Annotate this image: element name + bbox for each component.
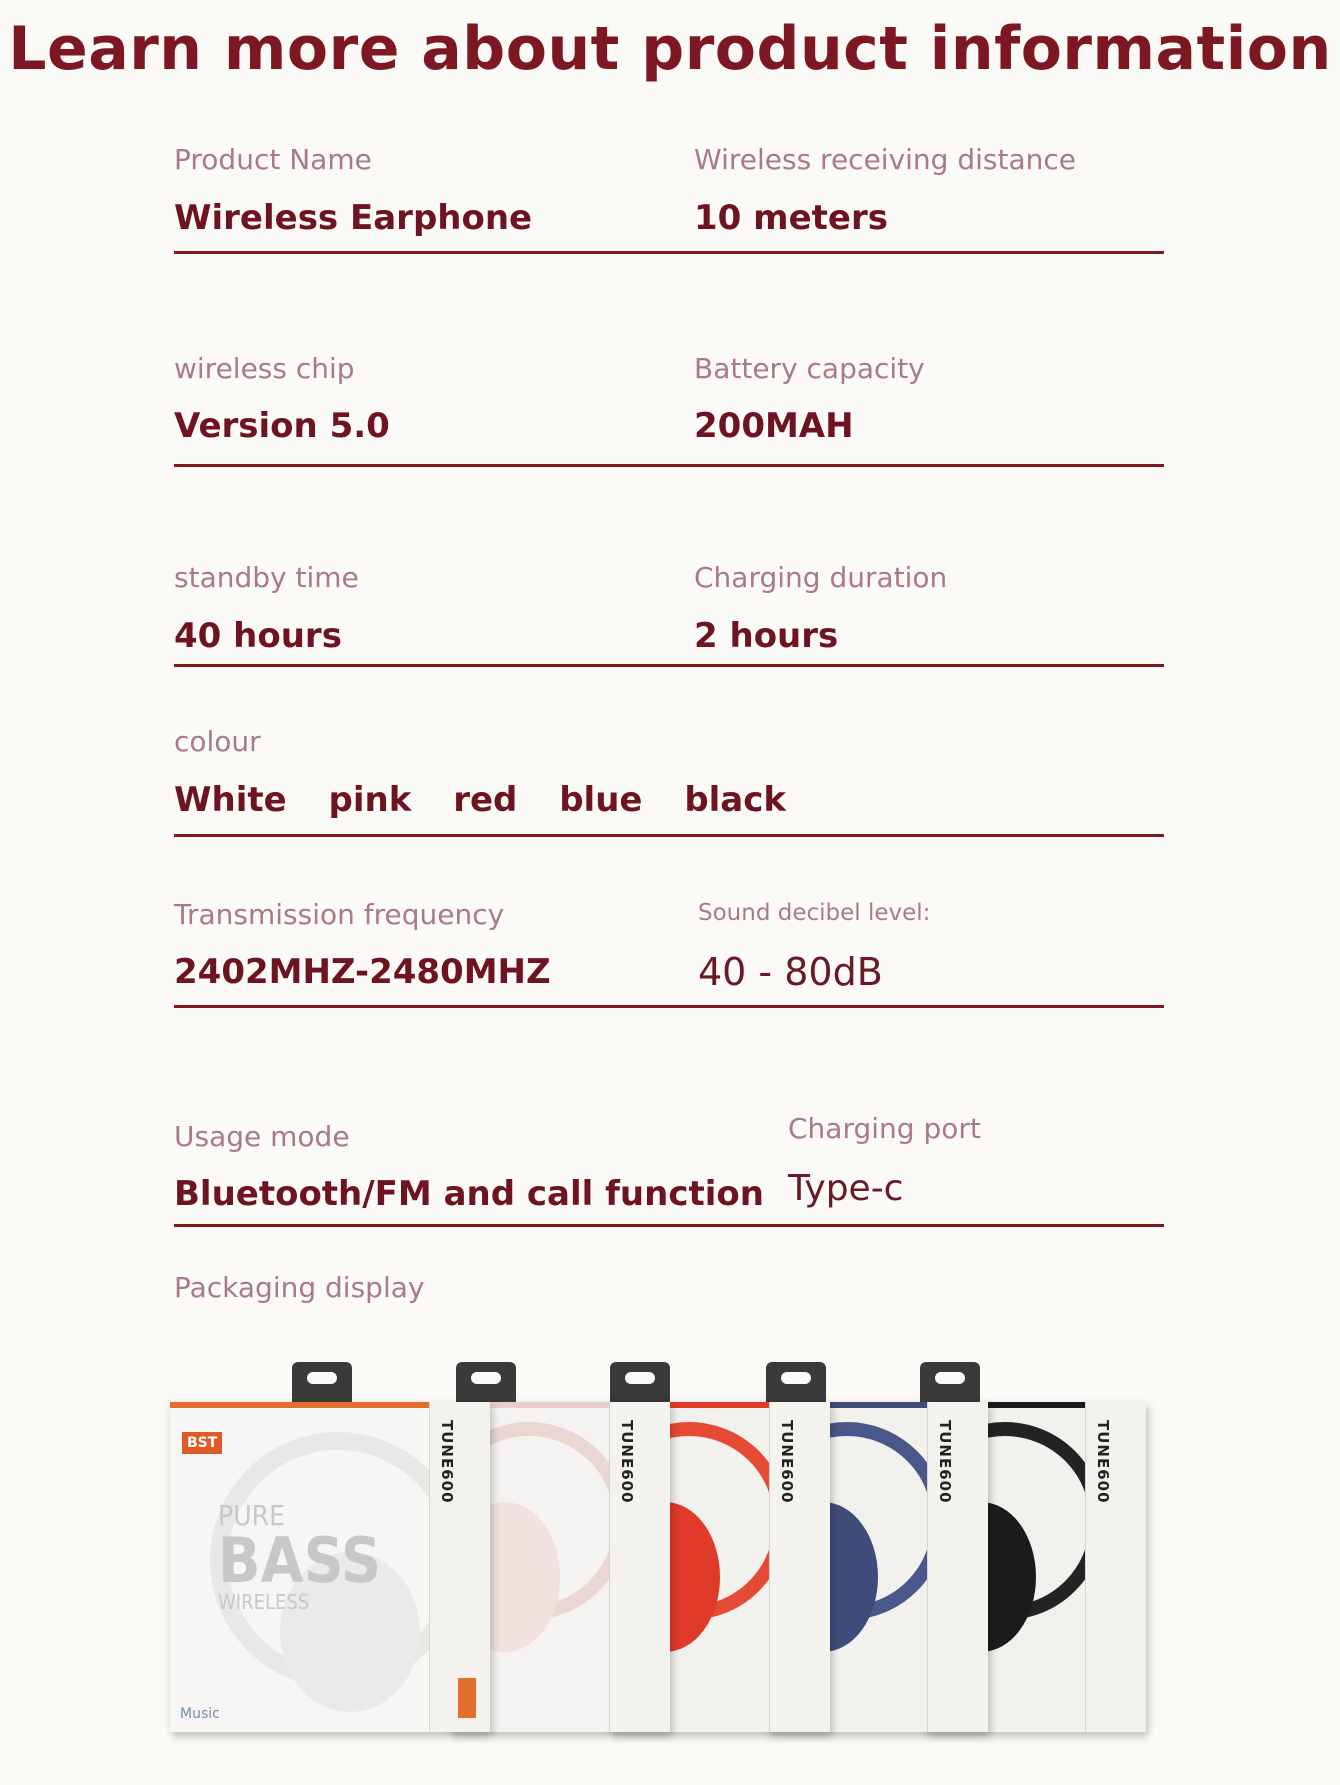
packaging-image: [170, 1362, 1170, 1742]
wireless-chip-label: wireless chip: [174, 352, 355, 385]
receiving-distance-label: Wireless receiving distance: [694, 143, 1076, 176]
divider: [174, 1005, 1164, 1008]
box-front-line: BASS: [218, 1524, 382, 1597]
transmission-frequency-value: 2402MHZ-2480MHZ: [174, 952, 551, 992]
wireless-chip-value: Version 5.0: [174, 406, 390, 446]
box-front-line: PURE: [218, 1499, 286, 1532]
model-name: TUNE600: [438, 1420, 456, 1504]
box-front-text: [218, 1499, 382, 1614]
colour-option: White: [174, 780, 287, 820]
colour-option: blue: [559, 780, 643, 820]
transmission-frequency-label: Transmission frequency: [174, 898, 505, 931]
sound-level-value: 40 - 80dB: [698, 950, 883, 994]
hanger: [766, 1362, 826, 1406]
box-spine: [927, 1402, 988, 1732]
colour-option: red: [453, 780, 518, 820]
charging-port-value: Type-c: [788, 1168, 904, 1209]
hanger: [456, 1362, 516, 1406]
product-name-value: Wireless Earphone: [174, 198, 533, 238]
model-name: TUNE600: [936, 1420, 954, 1504]
divider: [174, 664, 1164, 667]
packaging-label: Packaging display: [174, 1271, 425, 1304]
hanger: [920, 1362, 980, 1406]
battery-capacity-value: 200MAH: [694, 406, 854, 446]
hanger: [610, 1362, 670, 1406]
brand-logo: BST: [182, 1432, 222, 1454]
charging-port-label: Charging port: [788, 1112, 981, 1145]
colour-values: [174, 780, 786, 820]
box-white: [170, 1402, 490, 1732]
model-name: TUNE600: [618, 1420, 636, 1504]
divider: [174, 251, 1164, 254]
usage-mode-value: Bluetooth/FM and call function: [174, 1174, 764, 1214]
box-spine: [1085, 1402, 1146, 1732]
model-name: TUNE600: [778, 1420, 796, 1504]
receiving-distance-value: 10 meters: [694, 198, 888, 238]
charging-duration-label: Charging duration: [694, 561, 948, 594]
standby-time-value: 40 hours: [174, 616, 342, 656]
box-front-line: WIRELESS: [218, 1590, 310, 1614]
usage-mode-label: Usage mode: [174, 1120, 350, 1153]
battery-capacity-label: Battery capacity: [694, 352, 925, 385]
colour-option: pink: [328, 780, 412, 820]
divider: [174, 464, 1164, 467]
standby-time-label: standby time: [174, 561, 359, 594]
colour-label: colour: [174, 725, 261, 758]
divider: [174, 834, 1164, 837]
charging-duration-value: 2 hours: [694, 616, 839, 656]
model-name: TUNE600: [1094, 1420, 1112, 1504]
box-spine: [769, 1402, 830, 1732]
box-spine: [609, 1402, 670, 1732]
page-title: Learn more about product information: [8, 14, 1332, 84]
sound-level-label: Sound decibel level:: [698, 900, 931, 926]
divider: [174, 1224, 1164, 1227]
box-corner-text: Music: [180, 1706, 220, 1722]
hanger: [292, 1362, 352, 1406]
product-name-label: Product Name: [174, 143, 372, 176]
colour-option: black: [684, 780, 787, 820]
badge: [458, 1678, 476, 1718]
